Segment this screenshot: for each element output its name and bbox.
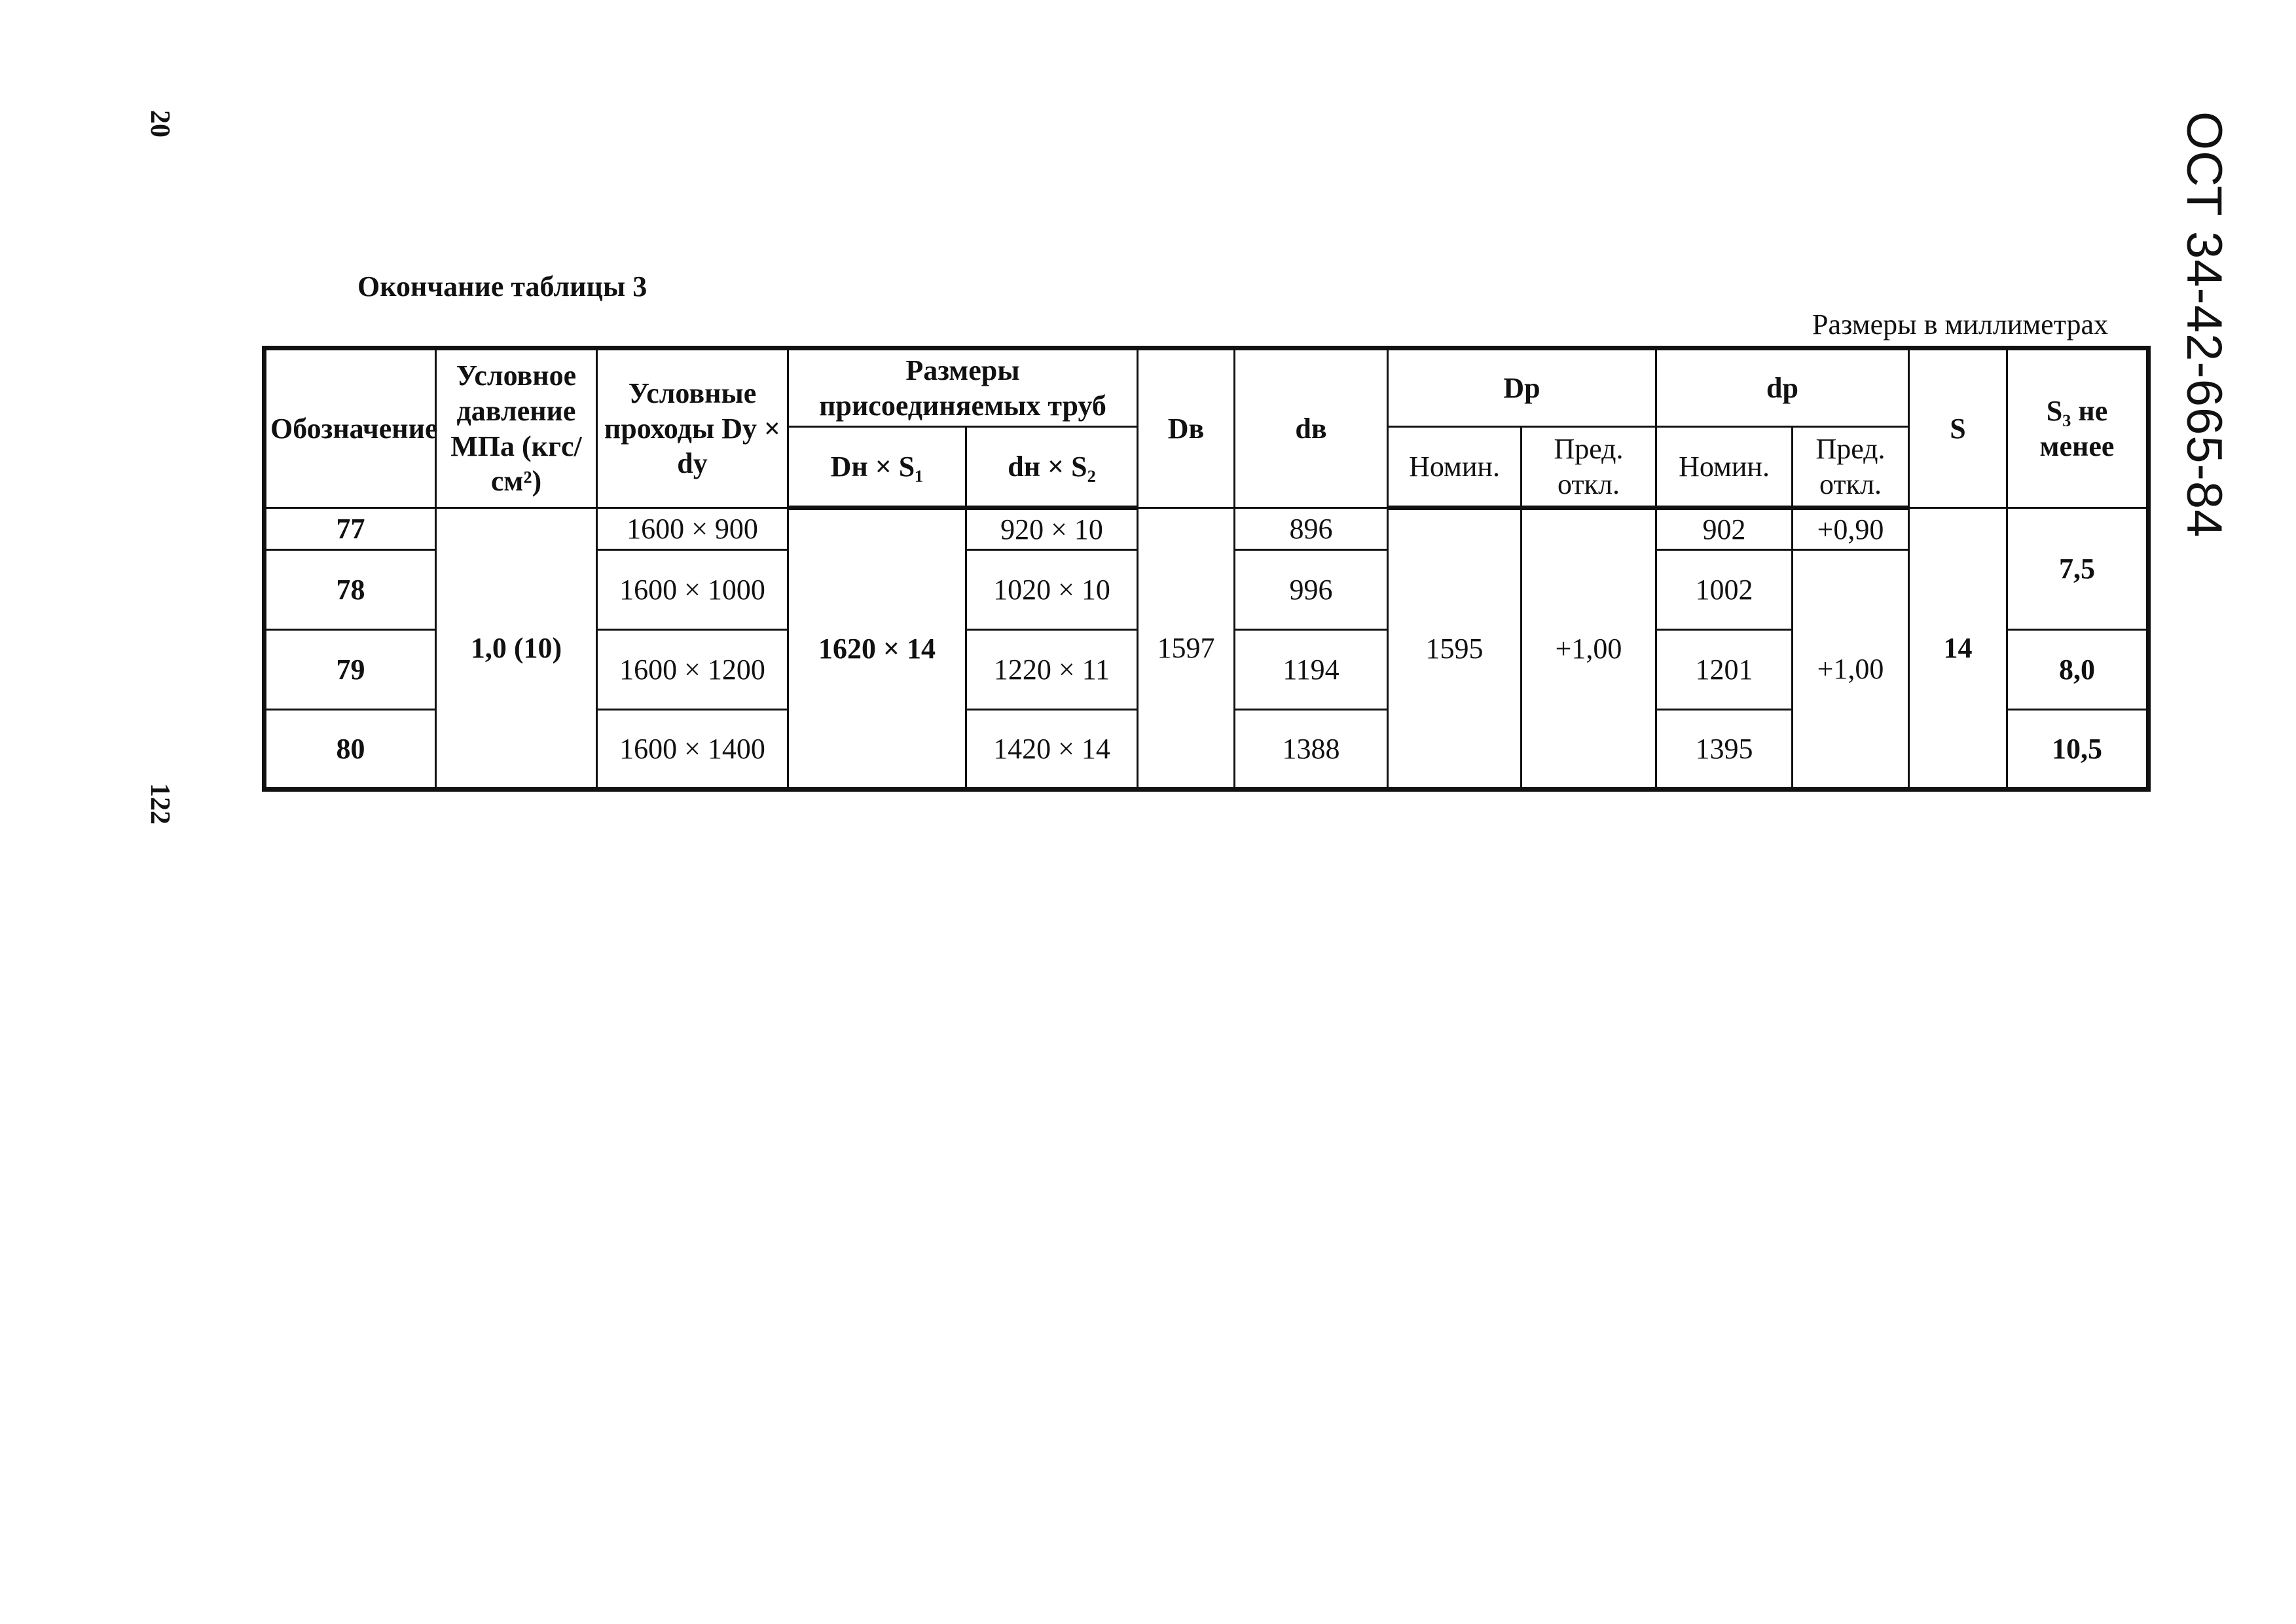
cell-dp-nominal: 1201	[1656, 630, 1793, 710]
cell-S3: 7,5	[2007, 508, 2149, 630]
cell-S3: 8,0	[2007, 630, 2149, 710]
table-row	[264, 508, 2149, 550]
cell-dv: 1194	[1235, 630, 1388, 710]
cell-passage: 1600 × 1400	[597, 710, 788, 790]
document-code: ОСТ 34-42-665-84	[2176, 111, 2232, 538]
header-Dp: Dp	[1388, 348, 1656, 427]
page-number-top: 20	[145, 110, 175, 138]
cell-dp-nominal: 902	[1656, 508, 1793, 550]
header-S3: S₃ не менее	[2007, 348, 2149, 508]
header-Dp-deviation: Пред. откл.	[1522, 427, 1656, 508]
cell-dn-s1: 1620 × 14	[788, 508, 966, 790]
cell-designation: 78	[264, 550, 436, 630]
cell-passage: 1600 × 1200	[597, 630, 788, 710]
header-Dv: Dв	[1138, 348, 1235, 508]
cell-dh-s2: 1220 × 11	[966, 630, 1138, 710]
cell-dv: 1388	[1235, 710, 1388, 790]
cell-S3: 10,5	[2007, 710, 2149, 790]
cell-dv: 896	[1235, 508, 1388, 550]
header-pressure: Условное давление МПа (кгс/см²)	[436, 348, 597, 508]
header-pipes-group: Размеры присоединяемых труб	[788, 348, 1138, 427]
header-pipe-dn: Dн × S₁	[788, 427, 966, 508]
header-row-1	[264, 348, 2149, 427]
cell-Dp-nominal: 1595	[1388, 508, 1522, 790]
header-dv: dв	[1235, 348, 1388, 508]
cell-designation: 77	[264, 508, 436, 550]
page-number-bottom: 122	[145, 783, 175, 824]
cell-dh-s2: 1420 × 14	[966, 710, 1138, 790]
header-dp: dp	[1656, 348, 1909, 427]
cell-Dp-deviation: +1,00	[1522, 508, 1656, 790]
units-note: Размеры в миллиметрах	[1812, 308, 2108, 341]
header-S: S	[1909, 348, 2007, 508]
header-passages: Условные проходы Dy × dy	[597, 348, 788, 508]
header-dp-nominal: Номин.	[1656, 427, 1793, 508]
cell-designation: 79	[264, 630, 436, 710]
cell-dh-s2: 920 × 10	[966, 508, 1138, 550]
dimensions-table	[262, 346, 2151, 792]
cell-dp-nominal: 1395	[1656, 710, 1793, 790]
header-Dp-nominal: Номин.	[1388, 427, 1522, 508]
cell-Dv: 1597	[1138, 508, 1235, 790]
cell-designation: 80	[264, 710, 436, 790]
header-pipe-dh: dн × S₂	[966, 427, 1138, 508]
cell-dp-nominal: 1002	[1656, 550, 1793, 630]
cell-pressure: 1,0 (10)	[436, 508, 597, 790]
cell-dp-deviation: +1,00	[1793, 550, 1909, 790]
cell-S: 14	[1909, 508, 2007, 790]
cell-dh-s2: 1020 × 10	[966, 550, 1138, 630]
cell-passage: 1600 × 900	[597, 508, 788, 550]
cell-dp-deviation: +0,90	[1793, 508, 1909, 550]
table-caption: Окончание таблицы 3	[357, 270, 647, 303]
header-designation: Обозначение	[264, 348, 436, 508]
cell-passage: 1600 × 1000	[597, 550, 788, 630]
header-dp-deviation: Пред. откл.	[1793, 427, 1909, 508]
cell-dv: 996	[1235, 550, 1388, 630]
